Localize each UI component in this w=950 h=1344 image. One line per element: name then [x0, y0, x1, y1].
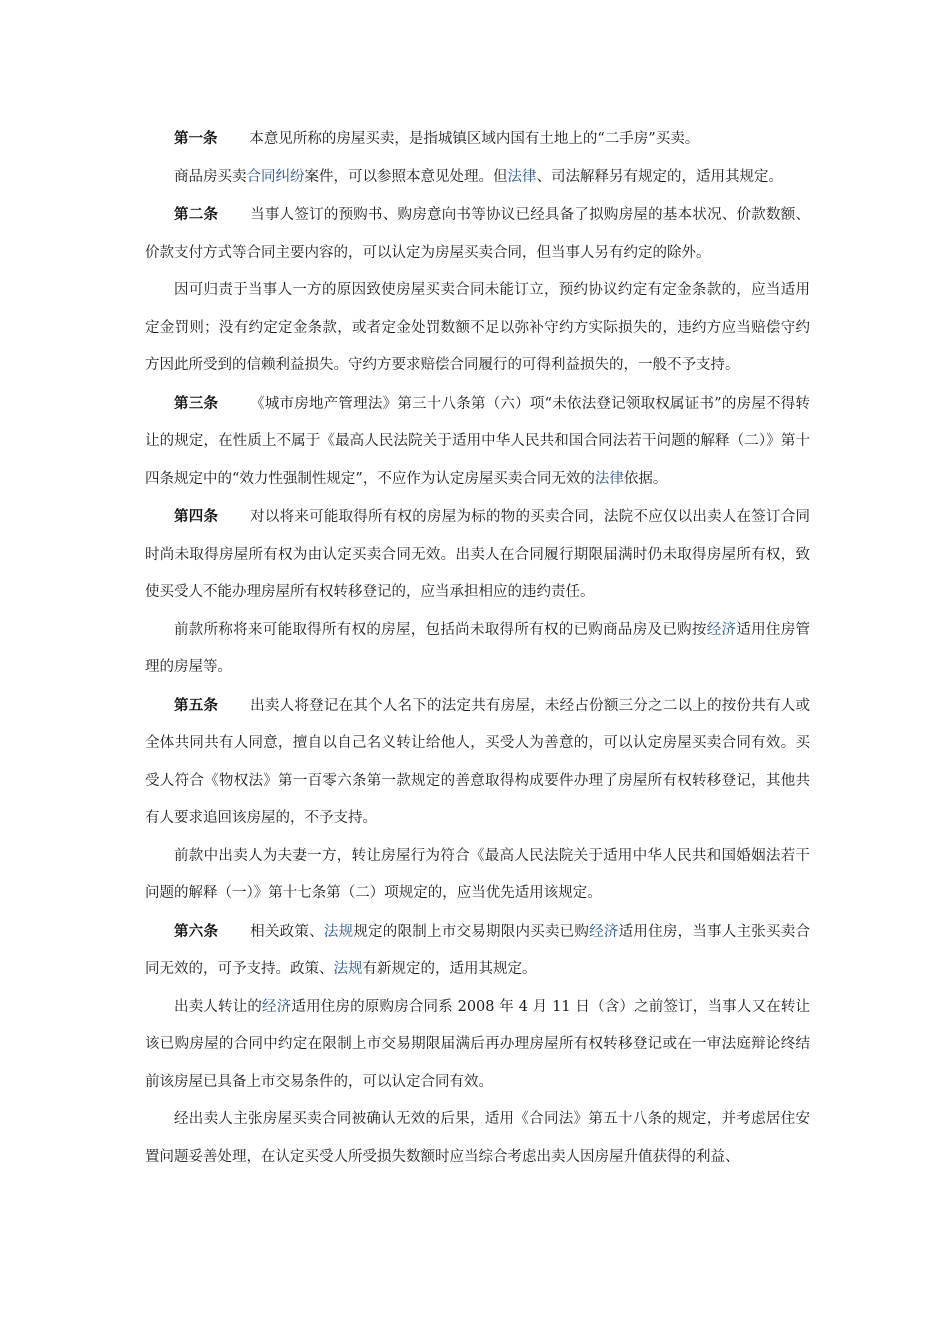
paragraph-text: 相关政策、	[250, 923, 324, 940]
article-heading: 第二条	[174, 206, 219, 223]
paragraph-text: 前款所称将来可能取得所有权的房屋，包括尚未取得所有权的已购商品房及已购按	[174, 621, 707, 638]
keyword-link[interactable]: 经济	[706, 621, 737, 638]
article-heading: 第三条	[174, 394, 219, 412]
paragraph-text: 规定的限制上市交易期限内买卖已购	[353, 923, 590, 940]
article-heading: 第五条	[174, 696, 219, 714]
paragraph-text: 适用住房管理的房屋等。	[145, 621, 811, 675]
paragraph-text: 、司法解释另有规定的，适用其规定。	[536, 168, 783, 185]
paragraph	[145, 612, 810, 687]
keyword-link[interactable]: 法规	[323, 923, 354, 940]
paragraph-text: 前款中出卖人为夫妻一方，转让房屋行为符合《最高人民法院关于适用中华人民共和国婚姻法若干问题的解释（一）》第十七条第（二）项规定的，应当优先适用该规定。	[145, 847, 810, 901]
article-paragraph	[145, 385, 810, 499]
paragraph-text: 出卖人将登记在其个人名下的法定共有房屋，未经占份额三分之二以上的按份共有人或全体共同共有人同意，擅自以自己名义转让给他人，买受人为善意的，可以认定房屋买卖合同有效。买受人符合《物权法》第一百零六条第一款规定的善意取得构成要件办理了房屋所有权转移登记，其他共有人要求追回该房屋的，不予支持。	[145, 697, 811, 826]
article-paragraph	[145, 498, 810, 612]
paragraph	[145, 159, 810, 197]
keyword-link[interactable]: 法律	[507, 168, 537, 185]
paragraph-text: 有新规定的，适用其规定。	[362, 961, 537, 977]
paragraph	[145, 1101, 810, 1176]
keyword-link[interactable]: 法规	[333, 961, 363, 977]
paragraph	[145, 272, 810, 385]
keyword-link[interactable]: 合同纠纷	[246, 168, 305, 185]
paragraph	[145, 989, 810, 1102]
paragraph-text: 依据。	[623, 470, 668, 487]
article-heading: 第四条	[174, 508, 219, 525]
keyword-link[interactable]: 经济	[262, 998, 292, 1015]
paragraph-text: 经出卖人主张房屋买卖合同被确认无效的后果，适用《合同法》第五十八条的规定，并考虑居住安置问题妥善处理，在认定买受人所受损失数额时应当综合考虑出卖人因房屋升值获得的利益、	[145, 1111, 810, 1165]
article-paragraph	[145, 120, 810, 159]
paragraph-text: 适用住房，当事人主张买卖合同无效的，可予支持。政策、	[145, 923, 811, 977]
article-paragraph	[145, 913, 810, 989]
paragraph-text: 商品房买卖	[174, 168, 247, 185]
paragraph-text: 对以将来可能取得所有权的房屋为标的物的买卖合同，法院不应仅以出卖人在签订合同时尚未取得房屋所有权为由认定买卖合同无效。出卖人在合同履行期限届满时仍未取得房屋所有权，致使买受人不能办理房屋所有权转移登记的，应当承担相应的违约责任。	[145, 509, 811, 600]
keyword-link[interactable]: 法律	[594, 470, 624, 487]
paragraph-text: 当事人签订的预购书、购房意向书等协议已经具备了拟购房屋的基本状况、价款数额、价款支付方式等合同主要内容的，可以认定为房屋买卖合同，但当事人另有约定的除外。	[145, 207, 811, 261]
paragraph-text: 因可归责于当事人一方的原因致使房屋买卖合同未能订立，预约协议约定有定金条款的，应当适用定金罚则；没有约定定金条款，或者定金处罚数额不足以弥补守约方实际损失的，违约方应当赔偿守约方因此所受到的信赖利益损失。守约方要求赔偿合同履行的可得利益损失的，一般不予支持。	[145, 282, 810, 373]
keyword-link[interactable]: 经济	[589, 923, 619, 940]
paragraph-text: 案件，可以参照本意见处理。但	[304, 168, 508, 185]
article-heading: 第一条	[174, 130, 218, 147]
paragraph	[145, 838, 810, 913]
article-paragraph	[145, 196, 810, 272]
paragraph-text: 本意见所称的房屋买卖，是指城镇区域内国有土地上的“二手房”买卖。	[249, 131, 700, 147]
paragraph-text: 适用住房的原购房合同系 2008 年 4 月 11 日（含）之前签订，当事人又在转让该已购房屋的合同中约定在限制上市交易期限届满后再办理房屋所有权转移登记或在一审法庭辩论终结前该房屋已具备上市交易条件的，可以认定合同有效。	[145, 998, 811, 1090]
article-paragraph	[145, 687, 810, 838]
paragraph-text: 出卖人转让的	[174, 998, 263, 1015]
document-body	[145, 120, 810, 1176]
paragraph-text: 《城市房地产管理法》第三十八条第（六）项“未依法登记领取权属证书”的房屋不得转让的规定，在性质上不属于《最高人民法院关于适用中华人民共和国合同法若干问题的解释（二）》第十四条规定中的“效力性强制性规定”，不应作为认定房屋买卖合同无效的	[145, 395, 811, 487]
article-heading: 第六条	[174, 922, 219, 940]
